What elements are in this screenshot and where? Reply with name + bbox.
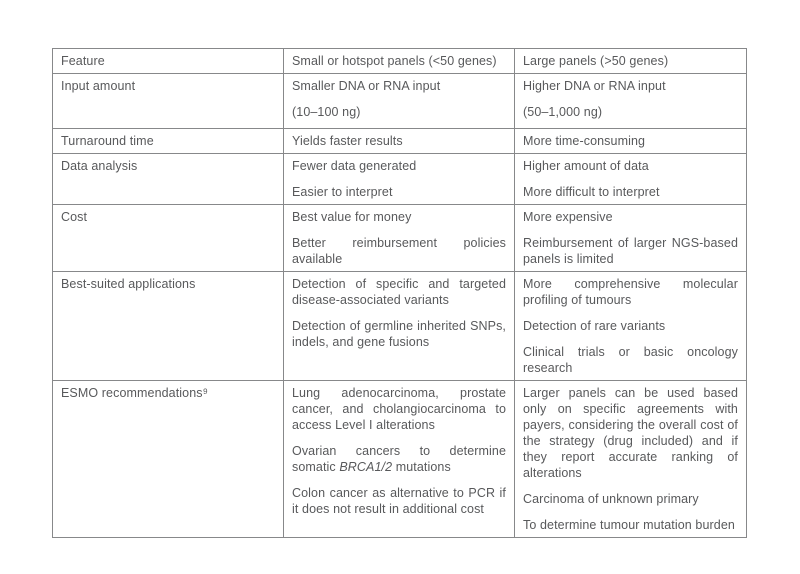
small-panels-cell <box>284 272 515 381</box>
cell-paragraph: Detection of specific and targeted disease-associated variants <box>292 277 506 307</box>
large-panels-cell <box>515 154 747 205</box>
small-panels-cell <box>284 129 515 154</box>
cell-paragraph: More difficult to interpret <box>523 185 660 199</box>
large-panels-cell <box>515 205 747 272</box>
cell-paragraph: Easier to interpret <box>292 185 393 199</box>
table-row <box>53 272 747 381</box>
table-row <box>53 154 747 205</box>
column-header-large-panels: Large panels (>50 genes) <box>515 49 747 74</box>
cell-paragraph: More comprehensive molecular profiling of tumours <box>523 277 738 307</box>
cell-paragraph: Data analysis <box>61 159 138 173</box>
cell-paragraph: Yields faster results <box>292 134 403 148</box>
large-panels-cell <box>515 381 747 538</box>
large-panels-cell <box>515 74 747 129</box>
cell-paragraph: Higher DNA or RNA input <box>523 79 666 93</box>
panel-comparison-table-container <box>52 48 746 538</box>
column-header-feature: Feature <box>53 49 284 74</box>
cell-paragraph: Colon cancer as alternative to PCR if it does not result in additional cost <box>292 486 506 516</box>
large-panels-cell <box>515 272 747 381</box>
table-row <box>53 205 747 272</box>
feature-cell <box>53 381 284 538</box>
table-header <box>53 49 747 74</box>
cell-paragraph: Detection of rare variants <box>523 319 666 333</box>
small-panels-cell <box>284 381 515 538</box>
cell-paragraph: (10–100 ng) <box>292 105 361 119</box>
header-row <box>53 49 747 74</box>
feature-cell <box>53 129 284 154</box>
small-panels-cell <box>284 74 515 129</box>
small-panels-cell <box>284 205 515 272</box>
cell-paragraph: Smaller DNA or RNA input <box>292 79 441 93</box>
table-row <box>53 129 747 154</box>
cell-paragraph: Detection of germline inherited SNPs, indels, and gene fusions <box>292 319 506 349</box>
panel-comparison-table <box>52 48 747 538</box>
italic-gene-name: BRCA1/2 <box>339 460 393 474</box>
cell-paragraph: ESMO recommendations⁹ <box>61 386 209 400</box>
cell-paragraph: Reimbursement of larger NGS-based panels is limited <box>523 236 738 266</box>
cell-paragraph: Better reimbursement policies available <box>292 236 506 266</box>
cell-paragraph: Turnaround time <box>61 134 154 148</box>
cell-paragraph: Larger panels can be used based only on specific agreements with payers, considering the overall cost of the strategy (drug included) and if they report accurate ranking of alterations <box>523 386 738 480</box>
cell-paragraph: More time-consuming <box>523 134 646 148</box>
cell-paragraph: Best-suited applications <box>61 277 196 291</box>
feature-cell <box>53 74 284 129</box>
cell-paragraph: Carcinoma of unknown primary <box>523 492 699 506</box>
cell-paragraph: To determine tumour mutation burden <box>523 518 735 532</box>
cell-paragraph: (50–1,000 ng) <box>523 105 603 119</box>
cell-paragraph: Cost <box>61 210 88 224</box>
cell-paragraph: Clinical trials or basic oncology research <box>523 345 738 375</box>
large-panels-cell <box>515 129 747 154</box>
column-header-small-panels: Small or hotspot panels (<50 genes) <box>284 49 515 74</box>
table-body <box>53 74 747 538</box>
small-panels-cell <box>284 154 515 205</box>
cell-paragraph: Lung adenocarcinoma, prostate cancer, and cholangiocarcinoma to access Level I alterations <box>292 386 506 432</box>
table-row <box>53 74 747 129</box>
cell-paragraph: Ovarian cancers to determine somatic BRCA1/2 mutations <box>292 444 506 474</box>
cell-paragraph: Input amount <box>61 79 136 93</box>
cell-paragraph: Best value for money <box>292 210 412 224</box>
feature-cell <box>53 272 284 381</box>
cell-paragraph: Fewer data generated <box>292 159 417 173</box>
feature-cell <box>53 154 284 205</box>
feature-cell <box>53 205 284 272</box>
cell-paragraph: More expensive <box>523 210 613 224</box>
cell-paragraph: Higher amount of data <box>523 159 649 173</box>
table-row <box>53 381 747 538</box>
